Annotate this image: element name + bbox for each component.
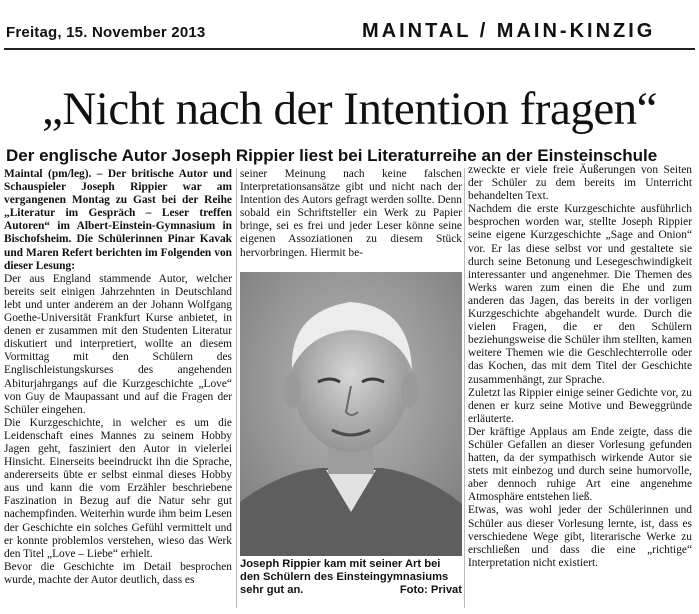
- article-subheadline: Der englische Autor Joseph Rippier liest bei Literaturreihe an der Einsteinschule: [6, 146, 658, 165]
- paragraph: Zuletzt las Rippier einige seiner Gedichte vor, zu denen er kurz seine Motive und Beweggründe erläuterte.: [468, 386, 692, 425]
- photo-credit: Foto: Privat: [399, 584, 462, 596]
- column-2: [240, 168, 462, 260]
- article-lead: Maintal (pm/leg). – Der britische Autor und Schauspieler Joseph Rippier war am vergangenen Montag zu Gast bei der Reihe „Literatur im Gespräch – Leser treffen Autoren“ im Albert-Einstein-Gymnasium in Bischofsheim. Die Schülerinnen Pinar Kavak und Maren Refert berichten im Folgenden von dieser Lesung:: [4, 168, 232, 272]
- paragraph: Der kräftige Applaus am Ende zeigte, dass die Schüler Gefallen an dieser Vorlesung gefunden hatten, da der sympathisch wirkende Autor sie stets mit einbezog und durch seine humorvolle, aber dennoch ruhige Art eine angenehme Atmosphäre entstehen ließ.: [468, 425, 692, 504]
- paragraph: Etwas, was wohl jeder der Schülerinnen und Schüler aus dieser Vorlesung lernte, ist, dass es verschiedene Wege gibt, literarische Werke zu erschließen und dass die eine „richtige“ Interpretation nicht existiert.: [468, 504, 692, 569]
- column-3: [468, 164, 692, 570]
- paragraph: Nachdem die erste Kurzgeschichte ausführlich besprochen worden war, stellte Joseph Rippier seine eigene Kurzgeschichte „Sage and Onion“ vor. Er las diese selbst vor und gestaltete sie durch seine Betonung und Lesegeschwindigkeit interessanter und angenehmer. Die Themen des Werks waren zum einen die Ehe und zum anderen das Jagen, das bereits in der vorligen Kurzgeschichte abgehandelt wurde. Durch die vielen Fragen, die er den Schülern beziehungsweise die Schüler ihm stellten, kamen weitere Themen wie die Geschlechterrolle oder das Kochen, das mit dem Titel der Geschichte zusammenhängt, zur Sprache.: [468, 203, 692, 386]
- article-headline: „Nicht nach der Intention fragen“: [41, 83, 658, 135]
- column-divider: [236, 168, 237, 608]
- caption-text: Joseph Rippier kam mit seiner Art bei den Schülern des Einsteingymnasiums sehr gut an.: [240, 558, 449, 596]
- photo-caption: [240, 558, 462, 597]
- header-rule: [4, 48, 695, 50]
- section-title: MAINTAL / MAIN-KINZIG: [362, 20, 656, 42]
- paragraph: seiner Meinung nach keine falschen Interpretationsansätze gibt und nicht nach der Intention des Autors gefragt werden sollte. Denn sobald ein Schriftsteller ein Werk zu Papier bringe, sei es frei und jeder Leser könne seine eigenen Assoziationen zu diesem Stück hervorbringen. Hiermit be-: [240, 168, 462, 259]
- paragraph: Bevor die Geschichte im Detail besprochen wurde, machte der Autor deutlich, dass es: [4, 560, 232, 586]
- author-photo: [240, 272, 462, 556]
- paragraph: zweckte er viele freie Äußerungen von Seiten der Schüler zu dem bereits im Unterricht behandelten Text.: [468, 164, 692, 203]
- publication-date: Freitag, 15. November 2013: [6, 24, 206, 41]
- paragraph: Die Kurzgeschichte, in welcher es um die Leidenschaft eines Mannes zu seinem Hobby Jagen geht, fasziniert den Autor in vielerlei Hinsicht. Einerseits beeindruckt ihn die Sprache, andererseits übte er selbst einmal dieses Hobby aus und kann die vom Erzähler beschriebene Faszination in Bezug auf die Natur sehr gut nachempfinden. Weiterhin wurde ihm beim Lesen der Geschichte ein solches Gefühl vermittelt und er konnte problemlos verstehen, wieso das Werk den Titel „Love – Liebe“ erhielt.: [4, 416, 232, 560]
- column-divider: [464, 168, 465, 608]
- portrait-image: [240, 272, 462, 556]
- paragraph: Der aus England stammende Autor, welcher bereits seit einigen Jahrzehnten in Deutschland lebt und unter anderem an der Johann Wolfgang Goethe-Universität Frankfurt Kurse anbietet, in denen er zusammen mit den Studenten Literatur diskutiert und interpretiert, wollte an diesem Vormittag mit den Schülern des Englischleistungskurses des angehenden Abiturjahrgangs auf die Kurzgeschichte „Love“ von Guy de Maupassant und auf die Fragen der Schüler eingehen.: [4, 272, 232, 416]
- column-1: [4, 168, 232, 587]
